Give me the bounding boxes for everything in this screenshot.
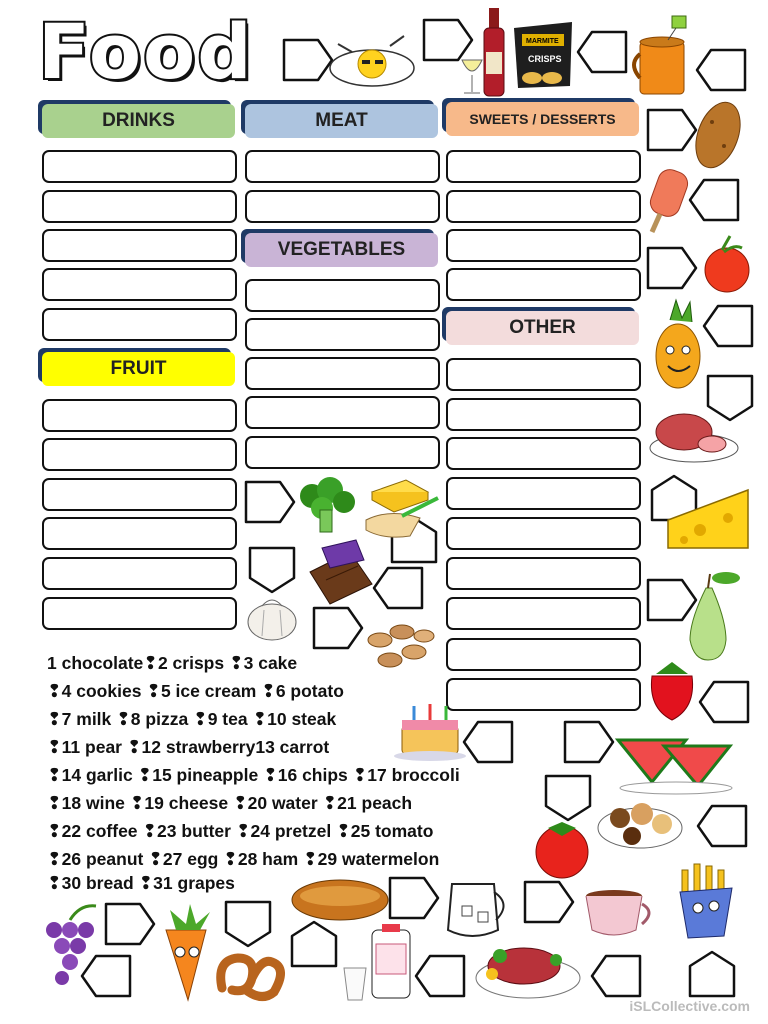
number-tag[interactable]	[82, 956, 130, 996]
pretzel-icon	[221, 958, 281, 997]
header-other: OTHER	[446, 311, 639, 345]
garlic-icon	[248, 600, 296, 640]
header-sweets: SWEETS / DESSERTS	[446, 102, 639, 136]
egg-icon	[330, 36, 414, 86]
header-meat: MEAT	[245, 104, 438, 138]
number-tag[interactable]	[246, 482, 294, 522]
pear-icon	[690, 572, 740, 660]
bread-icon	[292, 880, 388, 920]
number-tag[interactable]	[704, 306, 752, 346]
number-tag[interactable]	[292, 922, 336, 966]
number-tag[interactable]	[314, 608, 362, 648]
vocab-line: ❢14 garlic ❢15 pineapple ❢16 chips ❢17 broccoli	[47, 765, 460, 785]
vocab-line: ❢11 pear ❢12 strawberry13 carrot	[47, 737, 330, 757]
ice-cream-icon	[647, 166, 691, 232]
number-tag[interactable]	[390, 878, 438, 918]
crisps-icon	[514, 22, 572, 88]
cake-icon	[394, 704, 466, 761]
number-tag[interactable]	[416, 956, 464, 996]
vocab-line: ❢4 cookies ❢5 ice cream ❢6 potato	[47, 681, 344, 701]
vocab-line: ❢22 coffee ❢23 butter ❢24 pretzel ❢25 tomato	[47, 821, 434, 841]
number-tag[interactable]	[424, 20, 472, 60]
tomato-icon	[705, 236, 749, 292]
number-tag[interactable]	[106, 904, 154, 944]
peanut-icon	[368, 625, 434, 667]
number-tag[interactable]	[690, 180, 738, 220]
steak-icon	[476, 948, 580, 998]
number-tag[interactable]	[592, 956, 640, 996]
vocab-line: 1 chocolate❢2 crisps ❢3 cake	[47, 653, 298, 673]
header-drinks: DRINKS	[42, 104, 235, 138]
number-tag[interactable]	[464, 722, 512, 762]
number-tag[interactable]	[648, 580, 696, 620]
number-tag[interactable]	[698, 806, 746, 846]
crisps-brand: MARMITE	[526, 38, 559, 45]
number-tag[interactable]	[284, 40, 332, 80]
number-tag[interactable]	[578, 32, 626, 72]
number-tag[interactable]	[374, 568, 422, 608]
water-icon	[448, 884, 504, 936]
page-title: Food	[38, 7, 254, 96]
number-tag[interactable]	[226, 902, 270, 946]
ham-icon	[650, 414, 738, 462]
number-tag[interactable]	[546, 776, 590, 820]
number-tag[interactable]	[648, 110, 696, 150]
chocolate-icon	[310, 540, 372, 604]
number-tag[interactable]	[700, 682, 748, 722]
cookies-icon	[598, 803, 682, 848]
crisps-label: CRISPS	[528, 54, 562, 64]
milk-icon	[344, 924, 410, 1000]
header-vegetables: VEGETABLES	[245, 233, 438, 267]
watermelon-icon	[618, 740, 732, 794]
number-tag[interactable]	[525, 882, 573, 922]
carrot-icon	[166, 904, 210, 1000]
watermark: iSLCollective.com	[629, 998, 750, 1014]
number-tag[interactable]	[708, 376, 752, 420]
pineapple-icon	[656, 300, 700, 388]
number-tag[interactable]	[648, 248, 696, 288]
broccoli-icon	[300, 477, 355, 532]
chips-icon	[680, 864, 732, 938]
wine-icon	[462, 8, 504, 96]
tea-icon	[634, 16, 686, 94]
number-tag[interactable]	[690, 952, 734, 996]
strawberry-icon	[651, 662, 692, 720]
vocab-line: ❢26 peanut ❢27 egg ❢28 ham ❢29 watermelon	[47, 849, 440, 869]
vocab-line: ❢7 milk ❢8 pizza ❢9 tea ❢10 steak	[47, 709, 337, 729]
number-tag[interactable]	[250, 548, 294, 592]
vocab-line: ❢18 wine ❢19 cheese ❢20 water ❢21 peach	[47, 793, 413, 813]
coffee-icon	[586, 890, 649, 935]
header-fruit: FRUIT	[42, 352, 235, 386]
vocab-line: ❢30 bread ❢31 grapes	[47, 873, 235, 893]
number-tag[interactable]	[697, 50, 745, 90]
tomato-icon-2	[536, 822, 588, 878]
potato-icon	[688, 96, 749, 174]
number-tag[interactable]	[565, 722, 613, 762]
